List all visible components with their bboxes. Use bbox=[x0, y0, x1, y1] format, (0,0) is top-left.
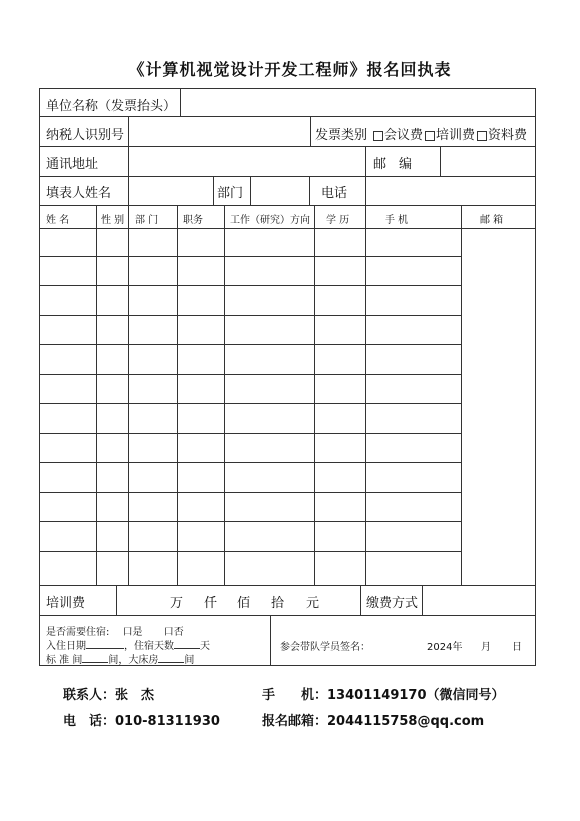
cell-line bbox=[128, 146, 129, 205]
fee-label: 培训费 bbox=[46, 596, 86, 611]
cell-line bbox=[116, 585, 117, 615]
signature-year: 2024年 bbox=[427, 642, 463, 653]
cell-line bbox=[180, 89, 181, 116]
department-label: 部门 bbox=[217, 186, 244, 201]
row-line bbox=[40, 403, 461, 404]
filler-name-label: 填表人姓名 bbox=[46, 186, 112, 201]
col-line bbox=[461, 205, 462, 585]
signature-label: 参会带队学员签名： bbox=[280, 642, 370, 653]
amount-unit-bai: 佰 bbox=[237, 596, 251, 611]
col-header-education: 学 历 bbox=[326, 215, 350, 226]
checkbox[interactable] bbox=[477, 131, 487, 141]
invoice-type-label: 发票类别 bbox=[315, 128, 368, 143]
col-line bbox=[365, 205, 366, 585]
cell-line bbox=[128, 116, 129, 146]
invoice-option-training: 培训费 bbox=[436, 128, 476, 143]
taxpayer-id-label: 纳税人识别号 bbox=[46, 128, 125, 143]
row-line bbox=[40, 521, 461, 522]
row-line bbox=[40, 615, 535, 616]
col-line bbox=[128, 205, 129, 585]
accommodation-no[interactable]: 口否 bbox=[163, 627, 184, 638]
amount-unit-qian: 仟 bbox=[204, 596, 218, 611]
cell-line bbox=[440, 146, 441, 176]
signature-day: 日 bbox=[512, 642, 522, 653]
col-header-mobile: 手 机 bbox=[385, 215, 409, 226]
room-line: 标 准 间 间，大床房 间 bbox=[46, 655, 195, 666]
cell-line bbox=[310, 116, 311, 146]
cell-line bbox=[422, 585, 423, 615]
row-line bbox=[40, 344, 461, 345]
col-line bbox=[314, 205, 315, 585]
row-line bbox=[40, 285, 461, 286]
accommodation-yes[interactable]: 口是 bbox=[122, 627, 143, 638]
amount-unit-yuan: 元 bbox=[306, 596, 320, 611]
invoice-option-meeting: 会议费 bbox=[384, 128, 424, 143]
cell-line bbox=[365, 146, 366, 205]
unit-name-label: 单位名称（发票抬头） bbox=[46, 99, 177, 114]
amount-unit-shi: 拾 bbox=[271, 596, 285, 611]
registration-form bbox=[39, 88, 536, 666]
col-line bbox=[224, 205, 225, 585]
col-line bbox=[177, 205, 178, 585]
col-line bbox=[96, 205, 97, 585]
row-line bbox=[40, 176, 535, 177]
row-line bbox=[40, 433, 461, 434]
col-header-email: 邮 箱 bbox=[480, 215, 504, 226]
cell-line bbox=[213, 176, 214, 205]
cell-line bbox=[250, 176, 251, 205]
col-header-position: 职务 bbox=[183, 215, 203, 226]
invoice-options bbox=[371, 124, 527, 143]
address-label: 通讯地址 bbox=[46, 157, 99, 172]
cell-line bbox=[270, 615, 271, 665]
row-line bbox=[40, 116, 535, 117]
contact-person: 联系人：张 杰 bbox=[63, 688, 155, 703]
row-line bbox=[40, 315, 461, 316]
form-title: 《计算机视觉设计开发工程师》报名回执表 bbox=[128, 60, 452, 79]
payment-method-label: 缴费方式 bbox=[366, 596, 419, 611]
row-line bbox=[40, 146, 535, 147]
phone-label: 电话 bbox=[321, 186, 348, 201]
standard-room-blank[interactable] bbox=[82, 653, 108, 663]
col-header-name: 姓 名 bbox=[46, 215, 70, 226]
col-header-research: 工作（研究）方向 bbox=[230, 215, 310, 226]
row-line bbox=[40, 585, 535, 586]
amount-unit-wan: 万 bbox=[170, 596, 184, 611]
contact-mobile: 手 机：13401149170（微信同号） bbox=[262, 688, 505, 703]
row-line bbox=[40, 551, 461, 552]
checkbox[interactable] bbox=[373, 131, 383, 141]
signature-month: 月 bbox=[481, 642, 491, 653]
invoice-option-materials: 资料费 bbox=[488, 128, 528, 143]
col-header-department: 部 门 bbox=[135, 215, 159, 226]
row-line bbox=[40, 462, 461, 463]
row-line bbox=[40, 256, 461, 257]
checkin-date-blank[interactable] bbox=[86, 639, 124, 649]
col-header-gender: 性 别 bbox=[101, 215, 125, 226]
checkin-line: 入住日期 ，住宿天数 天 bbox=[46, 641, 210, 652]
stay-days-blank[interactable] bbox=[174, 639, 200, 649]
accommodation-question: 是否需要住宿: 口是 口否 bbox=[46, 627, 184, 638]
contact-tel: 电 话：010-81311930 bbox=[63, 714, 220, 729]
row-line bbox=[40, 492, 461, 493]
king-room-blank[interactable] bbox=[158, 653, 184, 663]
postcode-label: 邮 编 bbox=[373, 157, 413, 172]
cell-line bbox=[309, 176, 310, 205]
checkbox[interactable] bbox=[425, 131, 435, 141]
contact-email: 报名邮箱：2044115758@qq.com bbox=[262, 714, 485, 729]
row-line bbox=[40, 374, 461, 375]
cell-line bbox=[360, 585, 361, 615]
